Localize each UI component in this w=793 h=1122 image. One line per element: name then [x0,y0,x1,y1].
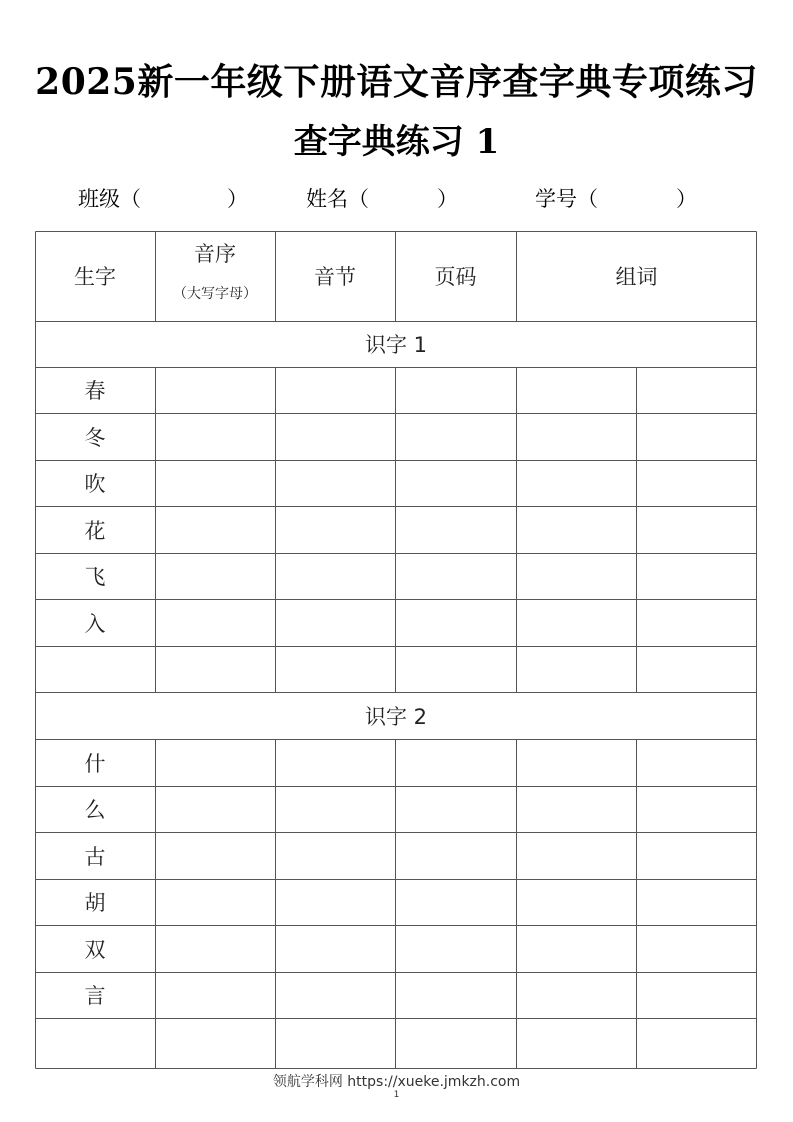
char-cell: 古 [84,844,106,869]
student-number-field [535,185,697,213]
char-cell: 春 [84,379,106,403]
char-cell: 冬 [84,425,106,450]
char-cell: 么 [84,798,106,822]
name-close: ） [437,187,458,211]
char-cell: 入 [84,611,106,636]
char-cell [35,646,155,692]
class-field [78,185,248,213]
dictionary-exercise-table [35,231,757,1069]
section-title-1: 识字 1 [364,333,428,357]
student-number-label: 学号（ [535,187,598,211]
char-cell [35,1018,155,1069]
worksheet-subtitle: 查字典练习 1 [293,122,500,162]
class-label: 班级（ [78,187,141,211]
header-order-note: （大写字母） [173,286,257,302]
page-number: 1 [393,1090,400,1100]
char-cell: 双 [84,937,106,962]
student-number-close: ） [676,187,697,211]
class-close: ） [227,187,248,211]
section-title-2: 识字 2 [364,704,428,729]
char-cell: 吹 [84,472,106,496]
header-syllable: 音节 [314,265,356,289]
name-label: 姓名（ [306,187,369,211]
char-cell: 什 [84,751,106,776]
char-cell: 胡 [84,891,106,915]
char-cell: 花 [84,518,106,543]
char-cell: 言 [84,984,106,1008]
header-order: 音序 [194,242,236,266]
worksheet-title: 2025新一年级下册语文音序查字典专项练习 [35,61,758,103]
page-footer: 领航学科网 https://xueke.jmkzh.com [272,1074,521,1090]
header-page: 页码 [434,265,477,289]
char-cell: 飞 [84,565,106,589]
name-field [306,185,458,213]
header-char: 生字 [74,265,116,289]
header-words: 组词 [615,265,658,289]
